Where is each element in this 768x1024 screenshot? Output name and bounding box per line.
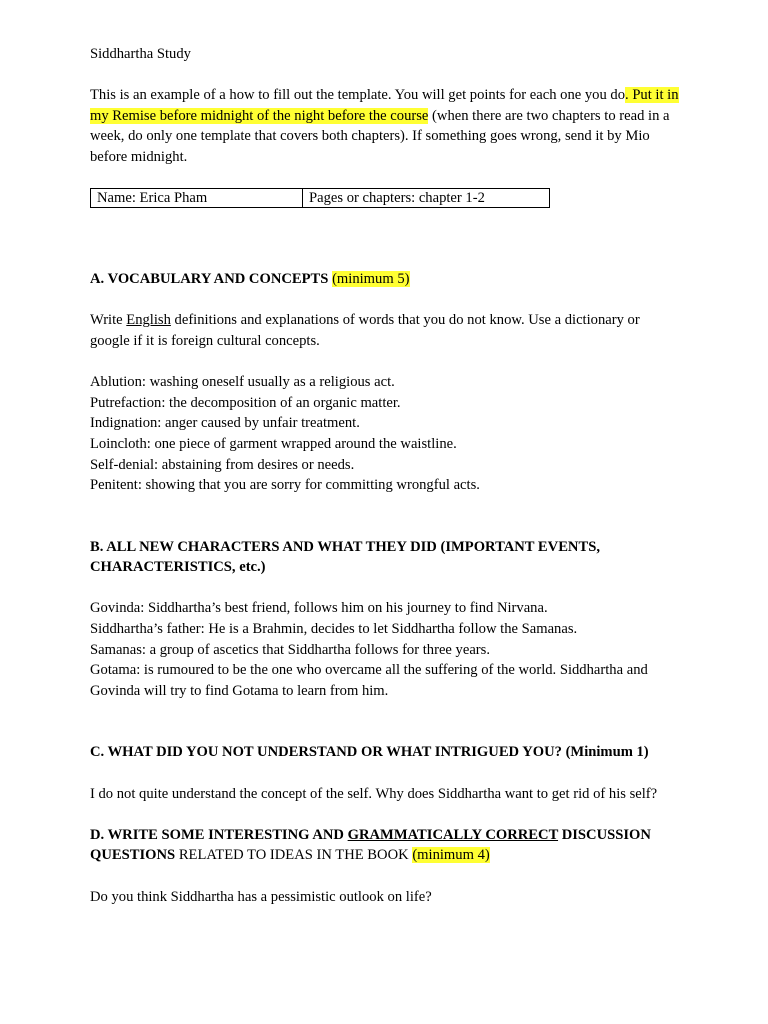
intro-paragraph — [90, 85, 682, 167]
character-item: Siddhartha’s father: He is a Brahmin, decides to let Siddhartha follow the Samanas. — [90, 621, 578, 638]
section-d-title-1: D. WRITE SOME INTERESTING AND — [90, 826, 348, 843]
section-d-grammatically-correct: GRAMMATICALLY CORRECT — [347, 826, 559, 843]
intro-text-1: This is an example of a how to fill out the template. You will get points for each one you do — [90, 87, 626, 104]
section-d-title-2: DISCUSSION QUESTIONS — [90, 826, 651, 864]
instructions-text-1: Write — [90, 312, 127, 329]
character-item: Govinda: Siddhartha’s best friend, follows him on his journey to find Nirvana. — [90, 600, 548, 617]
vocab-item: Putrefaction: the decomposition of an organic matter. — [90, 394, 401, 411]
character-item: Samanas: a group of ascetics that Siddhartha follows for three years. — [90, 641, 490, 658]
section-d-title-3: RELATED TO IDEAS IN THE BOOK — [175, 847, 413, 864]
section-a-title: A. VOCABULARY AND CONCEPTS — [90, 271, 329, 288]
vocab-item: Self-denial: abstaining from desires or needs. — [90, 456, 355, 473]
vocab-item: Loincloth: one piece of garment wrapped around the waistline. — [90, 435, 457, 452]
document-title: Siddhartha Study — [90, 46, 191, 62]
section-a-instructions — [90, 310, 682, 351]
info-table-row — [91, 189, 550, 208]
section-d-heading — [90, 825, 682, 866]
vocab-item: Ablution: washing oneself usually as a religious act. — [90, 374, 395, 391]
section-d-minimum: (minimum 4) — [412, 847, 490, 864]
section-b-heading: B. ALL NEW CHARACTERS AND WHAT THEY DID (IMPORTANT EVENTS, CHARACTERISTICS, etc.) — [90, 538, 600, 576]
intro-highlight: . Put it in my Remise before midnight of the night before the course — [90, 87, 679, 124]
section-c-answer: I do not quite understand the concept of the self. Why does Siddhartha want to get rid of his self? — [90, 785, 658, 802]
student-name-cell: Name: Erica Pham — [91, 189, 303, 208]
info-table — [90, 188, 550, 208]
discussion-question: Do you think Siddhartha has a pessimistic outlook on life? — [90, 888, 432, 905]
vocab-item: Indignation: anger caused by unfair treatment. — [90, 415, 360, 432]
character-item: Gotama: is rumoured to be the one who overcame all the suffering of the world. Siddhartha and Govinda will try to find Gotama to learn from him. — [90, 662, 648, 699]
vocab-item: Penitent: showing that you are sorry for committing wrongful acts. — [90, 477, 480, 494]
instructions-text-2: definitions and explanations of words that you do not know. Use a dictionary or google if it is foreign cultural concepts. — [90, 312, 640, 349]
pages-chapters-cell: Pages or chapters: chapter 1-2 — [303, 189, 550, 208]
instructions-english: English — [126, 312, 171, 329]
section-a-heading — [90, 269, 682, 290]
document-page — [90, 44, 682, 907]
section-c-heading: C. WHAT DID YOU NOT UNDERSTAND OR WHAT INTRIGUED YOU? (Minimum 1) — [90, 744, 649, 761]
section-a-minimum: (minimum 5) — [332, 271, 410, 288]
intro-text-2: (when there are two chapters to read in a week, do only one template that covers both chapters). If something goes wrong, send it by Mio before midnight. — [90, 107, 670, 165]
